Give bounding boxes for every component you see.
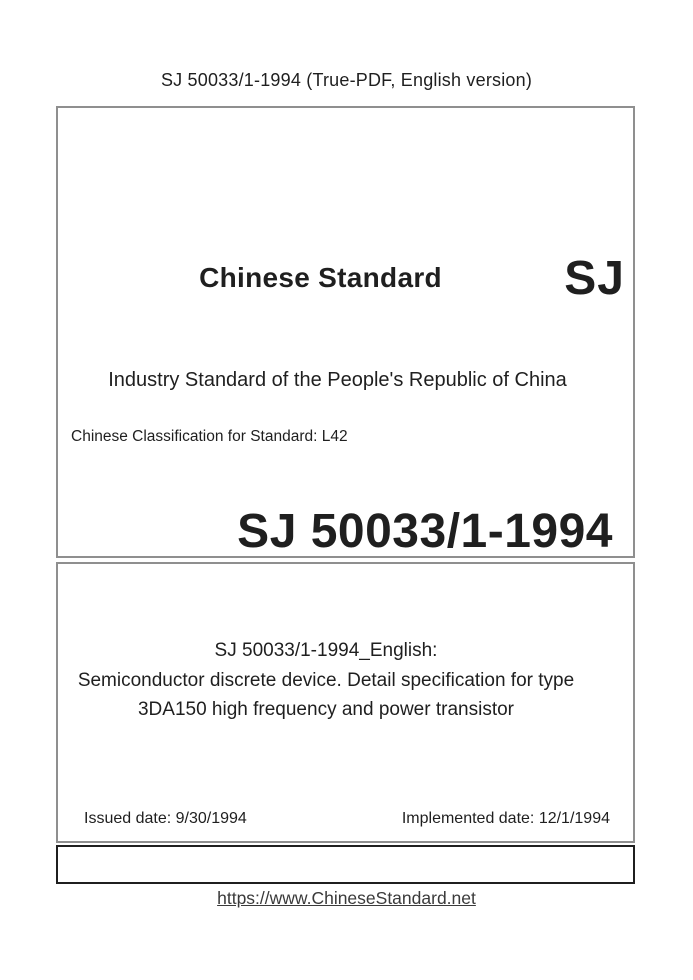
english-title-label: SJ 50033/1-1994_English: (214, 640, 438, 661)
english-title-box (56, 562, 635, 843)
implemented-date: Implemented date: 12/1/1994 (401, 810, 610, 827)
sj-logo: SJ (564, 252, 625, 305)
dates-row (84, 810, 610, 828)
issued-date: Issued date: 9/30/1994 (84, 810, 247, 827)
cover-box (56, 106, 635, 558)
page-footer (0, 888, 693, 909)
document-header-title: SJ 50033/1-1994 (True-PDF, English version) (160, 70, 533, 90)
brand-title: Chinese Standard (199, 262, 442, 293)
classification-label: Chinese Classification for Standard: L42 (71, 428, 348, 445)
english-title-block (66, 636, 586, 725)
english-title-text: Semiconductor discrete device. Detail specification for type 3DA150 high frequency and power transistor (77, 669, 575, 720)
standard-number: SJ 50033/1-1994 (237, 505, 613, 558)
industry-standard-subtitle: Industry Standard of the People's Republic of China (108, 369, 567, 391)
empty-footer-box (56, 845, 635, 884)
footer-link[interactable]: https://www.ChineseStandard.net (217, 888, 476, 908)
